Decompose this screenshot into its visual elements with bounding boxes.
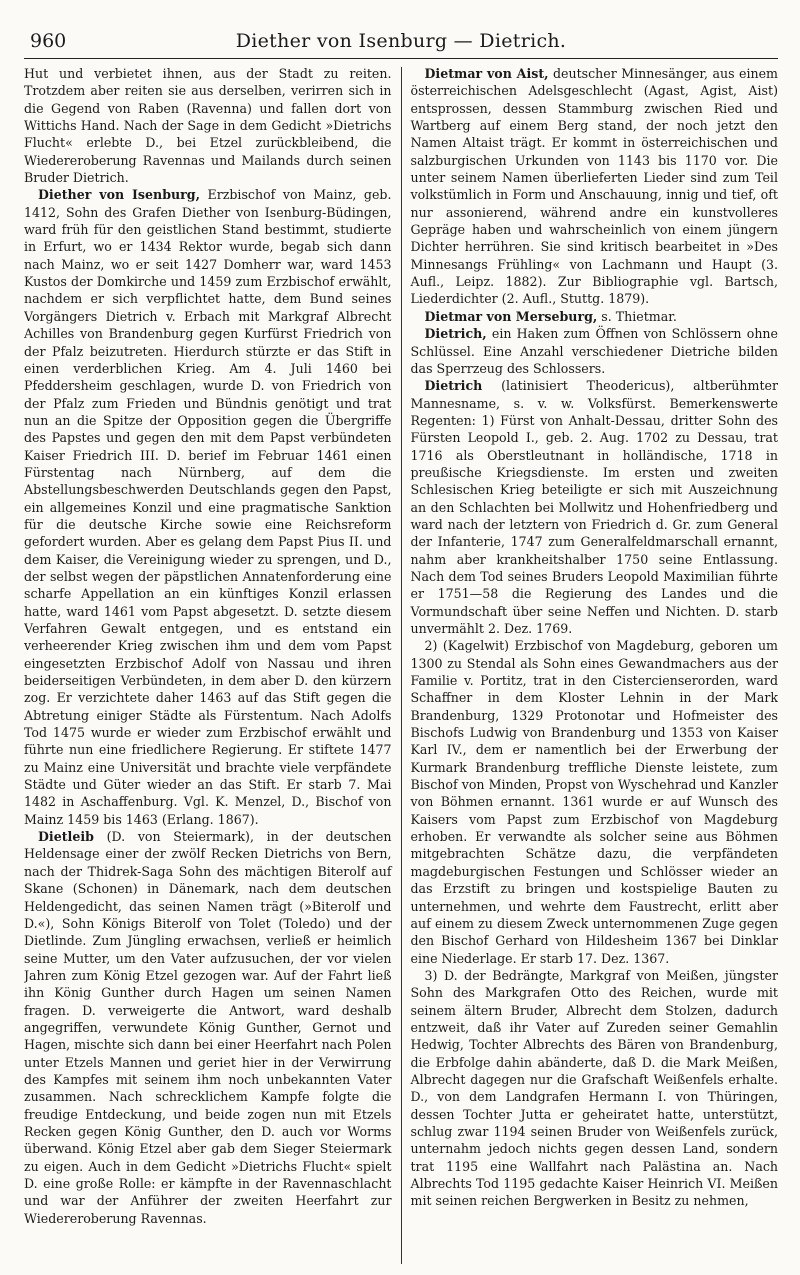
- entry-dietmar-von-aist: [411, 65, 779, 308]
- page-header: [24, 28, 778, 59]
- entry-text: ein Haken zum Öffnen von Schlössern ohne Schlüssel. Eine Anzahl verschiedener Dietriche bilden das Sperrzeug des Schlossers.: [410, 326, 778, 376]
- entry-dietrich-name: [411, 377, 779, 637]
- entry-text: (latinisiert Theodericus), altberühmter Mannesname, s. v. w. Volksfürst. Bemerkenswerte Regenten: 1) Fürst von Anhalt-Dessau, dritter Sohn des Fürsten Leopold I., geb. 2. Aug. 1702 zu Dessau, trat 1716 als Oberstleutnant in holländische, 1718 in preußische Kriegsdienste. Im ersten und zweiten Schlesischen Krieg beteiligte er sich mit Auszeichnung an den Schlachten bei Mollwitz und Hohenfriedberg und ward nach der letztern von Friedrich d. Gr. zum General der Infanterie, 1747 zum Generalfeldmarschall ernannt, nahm aber krankheitshalber 1750 seine Entlassung. Nach dem Tod seines Bruders Leopold Maximilian führte er 1751—58 die Regierung des Landes und die Vormundschaft über seine Neffen und Nichten. D. starb unvermählt 2. Dez. 1769.: [410, 378, 778, 636]
- entry-headword: Dietmar von Aist,: [424, 66, 549, 81]
- running-title: Diether von Isenburg — Dietrich.: [235, 30, 567, 52]
- entry-text: s. Thietmar.: [597, 308, 677, 324]
- entry-text: Hut und verbietet ihnen, aus der Stadt zu reiten. Trotzdem aber reiten sie aus derselben, verirren sich in die Gegend von Raben (Ravenna) und fallen dort von Wittichs Hand. Nach der Sage in dem Gedicht »Dietrichs Flucht« erlebte D., bei Etzel zurückbleibend, die Wiedereroberung Ravennas und Mailands durch seinen Bruder Dietrich.: [24, 66, 392, 186]
- entry-headword: Dietrich: [424, 378, 483, 394]
- entry-text: 2) (Kagelwit) Erzbischof von Magdeburg, geboren um 1300 zu Stendal als Sohn eines Gewandmachers aus der Familie v. Portitz, trat in den Cistercienserorden, ward Schaffner in dem Kloster Lehnin in der Mark Brandenburg, 1329 Protonotar und Hofmeister des Bischofs Ludwig von Brandenburg und 1353 von Kaiser Karl IV., dem er namentlich bei der Erwerbung der Kurmark Brandenburg treffliche Dienste leistete, zum Bischof von Minden, Propst von Wyschehrad und Kanzler von Böhmen ernannt. 1361 wurde er auf Wunsch des Kaisers vom Papst zum Erzbischof von Magdeburg erhoben. Er verwandte als solcher seine aus Böhmen mitgebrachten Schätze dazu, die verpfändeten magdeburgischen Festungen und Schlösser wieder an das Erzstift zu bringen und kostspielige Bauten zu unternehmen, und wehrte dem Faustrecht, erlitt aber auf einem zu diesem Zweck unternommenen Zuge gegen den Bischof Gerhard von Hildesheim 1367 bei Dinklar eine Niederlage. Er starb 17. Dez. 1367.: [410, 638, 778, 966]
- entry-headword: Dietmar von Merseburg,: [424, 308, 598, 324]
- right-column: [402, 65, 779, 1270]
- entry-dietmar-von-merseburg: [411, 308, 779, 325]
- entry-headword: Dietleib: [38, 829, 94, 845]
- entry-dietrich-tool: [411, 325, 779, 377]
- entry-text: deutscher Minnesänger, aus einem österreichischen Adelsgeschlecht (Agast, Agist, Aist) entsprossen, dessen Stammburg zwischen Ried und Wartberg auf einem Berg stand, der noch jetzt den Namen Altaist trägt. Er kommt in österreichischen und salzburgischen Urkunden von 1143 bis 1170 vor. Die unter seinem Namen überlieferten Lieder sind zum Teil volkstümlich in Form und Anschauung, innig und tief, oft nur assonierend, während andre ein kunstvolleres Gepräge haben und wahrscheinlich von einem jüngern Dichter herrühren. Sie sind kritisch bearbeitet in »Des Minnesangs Frühling« von Lachmann und Haupt (3. Aufl., Leipz. 1882). Zur Bibliographie vgl. Bartsch, Liederdichter (2. Aufl., Stuttg. 1879).: [410, 66, 778, 307]
- entry-text: (D. von Steiermark), in der deutschen Heldensage einer der zwölf Recken Dietrichs von Bern, nach der Thidrek-Saga Sohn des mächtigen Biterolf auf Skane (Schonen) in Dänemark, nach dem deutschen Heldengedicht, das seinen Namen trägt (»Biterolf und D.«), Sohn Königs Biterolf von Tolet (Toledo) und der Dietlinde. Zum Jüngling erwachsen, verließ er heimlich seine Mutter, um den Vater aufzusuchen, der vor vielen Jahren zum König Etzel gezogen war. Auf der Fahrt ließ ihn König Gunther durch Hagen um seinen Namen fragen. D. verweigerte die Antwort, ward deshalb angegriffen, verwundete König Gunther, Gernot und Hagen, mischte sich dann bei einer Heerfahrt nach Polen unter Etzels Mannen und geriet hier in der Verwirrung des Kampfes mit seinem ihm noch unbekannten Vater zusammen. Nach schrecklichem Kampfe folgte die freudige Entdeckung, und beide zogen nun mit Etzels Recken gegen König Gunther, den D. auch vor Worms überwand. König Etzel aber gab dem Sieger Steiermark zu eigen. Auch in dem Gedicht »Dietrichs Flucht« spielt D. eine große Rolle: er kämpfte in der Ravennaschlacht und war der Anführer der zweiten Heerfahrt zur Wiedereroberung Ravennas.: [24, 829, 392, 1226]
- entry-headword: Diether von Isenburg,: [38, 187, 200, 203]
- entry-text: 3) D. der Bedrängte, Markgraf von Meißen, jüngster Sohn des Markgrafen Otto des Reichen, wurde mit seinem ältern Bruder, Albrecht dem Stolzen, dadurch entzweit, daß ihr Vater auf Zureden seiner Gemahlin Hedwig, Tochter Albrechts des Bären von Brandenburg, die Erbfolge dahin abänderte, daß D. die Mark Meißen, Albrecht dagegen nur die Grafschaft Weißenfels erhalte. D., von dem Landgrafen Hermann I. von Thüringen, dessen Tochter Jutta er geheiratet hatte, unterstützt, schlug zwar 1194 seinen Bruder von Weißenfels zurück, unternahm jedoch nichts gegen dessen Land, sondern trat 1195 eine Wallfahrt nach Palästina an. Nach Albrechts Tod 1195 gedachte Kaiser Heinrich VI. Meißen mit seinen reichen Bergwerken in Besitz zu nehmen,: [410, 967, 778, 1209]
- page-number: 960: [30, 30, 67, 52]
- entry-dietrich-2: [411, 637, 779, 967]
- entry-text: Erzbischof von Mainz, geb. 1412, Sohn des Grafen Diether von Isenburg-Büdingen, ward früh für den geistlichen Stand bestimmt, studierte in Erfurt, wo er 1434 Rektor wurde, begab sich dann nach Mainz, wo er seit 1427 Domherr war, ward 1453 Kustos der Domkirche und 1459 zum Erzbischof erwählt, nachdem er sich verpflichtet hatte, dem Bund seines Vorgängers Dietrich v. Erbach mit Markgraf Albrecht Achilles von Brandenburg gegen Kurfürst Friedrich von der Pfalz beizutreten. Hierdurch stürzte er das Stift in einen verderblichen Krieg. Am 4. Juli 1460 bei Pfeddersheim geschlagen, wurde D. von Friedrich von der Pfalz zum Frieden und Bündnis genötigt und trat nun an die Spitze der Opposition gegen die Übergriffe des Papstes und gegen den mit dem Papst verbündeten Kaiser Friedrich III. D. berief im Februar 1461 einen Fürstentag nach Nürnberg, auf dem die Abstellungsbeschwerden Deutschlands gegen den Papst, ein allgemeines Konzil und eine pragmatische Sanktion für die deutsche Kirche sowie eine Reichsreform gefordert wurden. Aber es gelang dem Papst Pius II. und dem Kaiser, die Vereinigung wieder zu sprengen, und D., der selbst wegen der päpstlichen Annatenforderung eine scharfe Appellation an ein künftiges Konzil erlassen hatte, ward 1461 vom Papst abgesetzt. D. setzte diesem Verfahren Gewalt entgegen, und es entstand ein verheerender Krieg zwischen ihm und dem vom Papst eingesetzten Erzbischof Adolf von Nassau und ihren beiderseitigen Verbündeten, in dem aber D. den kürzern zog. Er verzichtete daher 1463 auf das Stift gegen die Abtretung einiger Städte als Fürstentum. Nach Adolfs Tod 1475 wurde er wieder zum Erzbischof erwählt und führte nun eine friedlichere Regierung. Er stiftete 1477 zu Mainz eine Universität und brachte viele verpfändete Städte und Güter wieder an das Stift. Er starb 7. Mai 1482 in Aschaffenburg. Vgl. K. Menzel, D., Bischof von Mainz 1459 bis 1463 (Erlang. 1867).: [24, 187, 392, 827]
- entry-continuation: [24, 65, 392, 186]
- entry-dietleib: [24, 828, 392, 1227]
- left-column: [24, 65, 401, 1270]
- entry-dietrich-3: [411, 967, 779, 1210]
- entry-headword: Dietrich,: [424, 326, 487, 342]
- entry-diether-von-isenburg: [24, 186, 392, 828]
- text-columns: [24, 65, 778, 1270]
